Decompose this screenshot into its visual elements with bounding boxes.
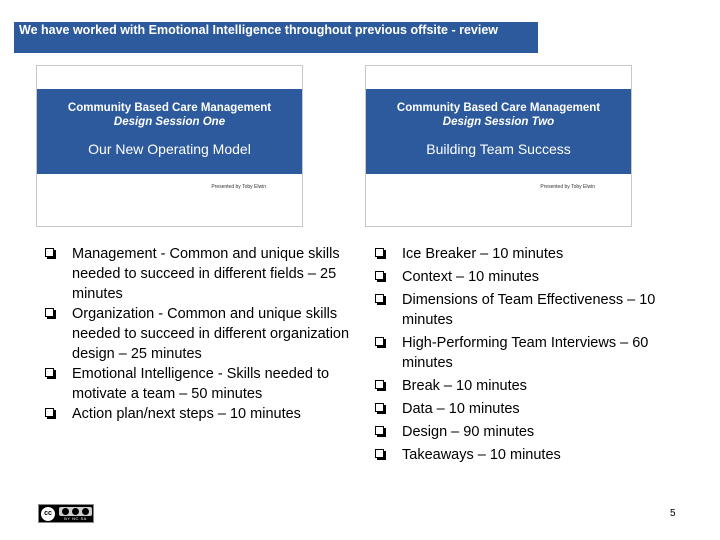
thumbnail-banner [37, 89, 302, 174]
thumbnail-main-title: Our New Operating Model [88, 141, 251, 157]
list-item [372, 376, 672, 396]
list-item-text: Dimensions of Team Effectiveness – 10 minutes [402, 292, 656, 328]
session-two-agenda [372, 244, 672, 468]
attribution-icon [62, 508, 69, 515]
list-item-text: High-Performing Team Interviews – 60 minutes [402, 335, 649, 371]
session-one-agenda [42, 244, 354, 424]
license-terms-text: BY NC SA [64, 516, 87, 521]
list-item-text: Data – 10 minutes [402, 401, 520, 417]
cc-logo-icon: cc [41, 507, 55, 521]
list-item-text: Action plan/next steps – 10 minutes [72, 406, 301, 422]
checkbox-bullet-icon [45, 308, 54, 317]
checkbox-bullet-icon [375, 380, 384, 389]
list-item [372, 244, 672, 264]
checkbox-bullet-icon [375, 271, 384, 280]
checkbox-bullet-icon [375, 449, 384, 458]
checkbox-bullet-icon [45, 368, 54, 377]
checkbox-bullet-icon [45, 248, 54, 257]
slide-title: We have worked with Emotional Intelligence throughout previous offsite - review [14, 22, 538, 53]
list-item-text: Takeaways – 10 minutes [402, 447, 561, 463]
list-item [372, 290, 672, 330]
thumbnail-heading: Community Based Care Management [67, 102, 272, 114]
list-item-text: Context – 10 minutes [402, 269, 540, 285]
thumbnail-subheading: Design Session Two [442, 116, 555, 128]
checkbox-bullet-icon [375, 426, 384, 435]
list-item [42, 404, 354, 424]
list-item [42, 304, 354, 364]
list-item-text: Ice Breaker – 10 minutes [402, 246, 564, 262]
page-number: 5 [670, 508, 676, 519]
thumbnail-banner [366, 89, 631, 174]
creative-commons-license-badge [38, 504, 94, 523]
list-item [372, 422, 672, 442]
thumbnail-subheading: Design Session One [113, 116, 226, 128]
list-item [42, 364, 354, 404]
checkbox-bullet-icon [375, 248, 384, 257]
list-item [372, 399, 672, 419]
thumbnail-presenter: Presented by Toby Elwin [540, 184, 595, 190]
session-one-thumbnail [36, 65, 303, 227]
share-alike-icon [82, 508, 89, 515]
license-terms-icons [59, 507, 92, 516]
list-item [42, 244, 354, 304]
thumbnail-heading: Community Based Care Management [396, 102, 601, 114]
list-item-text: Design – 90 minutes [402, 424, 535, 440]
noncommercial-icon [72, 508, 79, 515]
thumbnail-presenter: Presented by Toby Elwin [211, 184, 266, 190]
checkbox-bullet-icon [375, 403, 384, 412]
checkbox-bullet-icon [45, 408, 54, 417]
checkbox-bullet-icon [375, 294, 384, 303]
list-item-text: Organization - Common and unique skills needed to succeed in different organization design – 25 minutes [72, 306, 350, 362]
list-item-text: Break – 10 minutes [402, 378, 527, 394]
list-item-text: Management - Common and unique skills needed to succeed in different fields – 25 minutes [72, 246, 340, 302]
list-item-text: Emotional Intelligence - Skills needed to motivate a team – 50 minutes [72, 366, 330, 402]
list-item [372, 445, 672, 465]
session-two-thumbnail [365, 65, 632, 227]
checkbox-bullet-icon [375, 337, 384, 346]
list-item [372, 333, 672, 373]
list-item [372, 267, 672, 287]
thumbnail-main-title: Building Team Success [426, 141, 571, 157]
